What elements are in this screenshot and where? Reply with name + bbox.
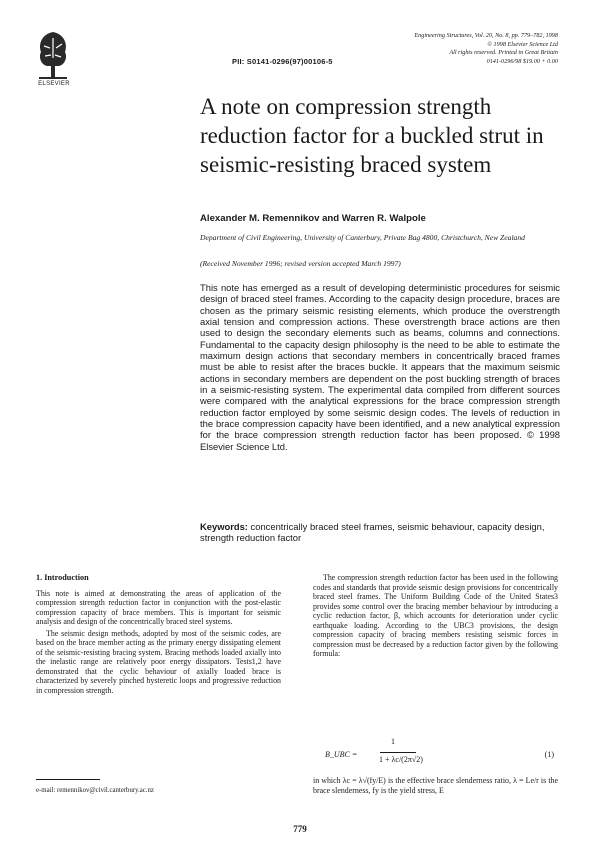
rights-line: All rights reserved. Printed in Great Britain xyxy=(449,49,558,57)
equation-lhs: B_UBC = xyxy=(325,750,358,759)
equation-numerator: 1 xyxy=(391,737,395,746)
affiliation: Department of Civil Engineering, University of Canterbury, Private Bag 4800, Christchurch, New Zealand xyxy=(200,233,525,242)
publisher-name: ELSEVIER xyxy=(38,81,70,87)
author-list: Alexander M. Remennikov and Warren R. Walpole xyxy=(200,213,426,224)
keywords-text: concentrically braced steel frames, seismic behaviour, capacity design, strength reduction factor xyxy=(200,521,545,544)
fraction-bar xyxy=(380,752,416,753)
received-dates: (Received November 1996; revised version accepted March 1997) xyxy=(200,259,401,268)
equation-denominator: 1 + λc/(2π√2) xyxy=(379,755,423,764)
right-paragraph-1: The compression strength reduction factor has been used in the following codes and standards that provide seismic design provisions for concentrically braced steel frames. The Uniform Building Code of the United States3 provides some control over the bracing member behaviour by introducing a cyclic reduction factor, β, which accounts for deterioration under cyclic earthquake loading. According to the UBC3 provisions, the design compression capacity of bracing members resisting seismic forces in compression must be decreased by a reduction factor given by the following formula: xyxy=(313,573,558,659)
section-heading-introduction: 1. Introduction xyxy=(36,573,89,582)
journal-citation: Engineering Structures, Vol. 20, No. 8, pp. 779–782, 1998 xyxy=(414,32,558,39)
intro-paragraph-2: The seismic design methods, adopted by most of the seismic codes, are based on the brace member acting as the primary energy dissipating element of the seismic-resisting bracing system. Bracing methods loaded axially into the inelastic range are relatively poor energy dissipators. Tests1,2 have demonstrated that the cyclic behaviour of axially loaded brace is characterized by severely pinched hysteretic loops and progressive reduction in compression strength. xyxy=(36,628,281,696)
issn-price-line: 0141-0296/98 $19.00 + 0.00 xyxy=(486,57,558,65)
footnote-divider xyxy=(36,779,100,780)
equation-1 xyxy=(313,734,558,774)
footnote-email: e-mail: remennikov@civil.canterbury.ac.nz xyxy=(36,787,154,794)
article-title: A note on compression strength reduction factor for a buckled strut in seismic-resisting braced system xyxy=(200,94,544,177)
pii-code: PII: S0141-0296(97)00106-5 xyxy=(232,57,333,66)
right-column-continued xyxy=(313,776,558,795)
journal-info xyxy=(308,32,558,66)
elsevier-tree-logo xyxy=(36,28,70,80)
right-column xyxy=(313,573,558,659)
intro-paragraph-1: This note is aimed at demonstrating the areas of application of the compression strength reduction factor in conjunction with the post-elastic compression capacity of brace members. This is important for seismic analysis and design of the concentrically braced steel systems. xyxy=(36,588,281,627)
keywords-label: Keywords: xyxy=(200,521,248,532)
abstract: This note has emerged as a result of developing deterministic procedures for seismic design of braced steel frames. According to the capacity design procedure, braces are chosen as the primary seismic resisting elements, which produce the overstrength axial tension and compression actions. These overstrength brace actions are then used to design the secondary elements such as beams, columns and connections. Fundamental to the capacity design philosophy is the need to be able to estimate the maximum design actions that secondary members in concentrically braced frames must be able to resist after the braces buckle. It appears that the maximum seismic actions in secondary members are dependent on the post buckling strength of braces in a seismic-resisting system. The experimental data compiled from different sources were compared with the analytical expressions for the brace compression strength reduction factor employed by some seismic design codes. The levels of reduction in the brace compression capacity have been identified, and a new analytical expression for the brace compression strength reduction factor has been proposed. © 1998 Elsevier Science Ltd. xyxy=(200,282,560,452)
page-number: 779 xyxy=(293,824,307,834)
equation-number: (1) xyxy=(544,750,554,759)
keywords xyxy=(200,521,560,544)
copyright-line: © 1998 Elsevier Science Ltd xyxy=(487,40,558,48)
right-paragraph-2: in which λc = λ√(fy/E) is the effective brace slenderness ratio, λ = Le/r is the brace slenderness, fy is the yield stress, E xyxy=(313,776,558,795)
left-column xyxy=(36,573,281,696)
